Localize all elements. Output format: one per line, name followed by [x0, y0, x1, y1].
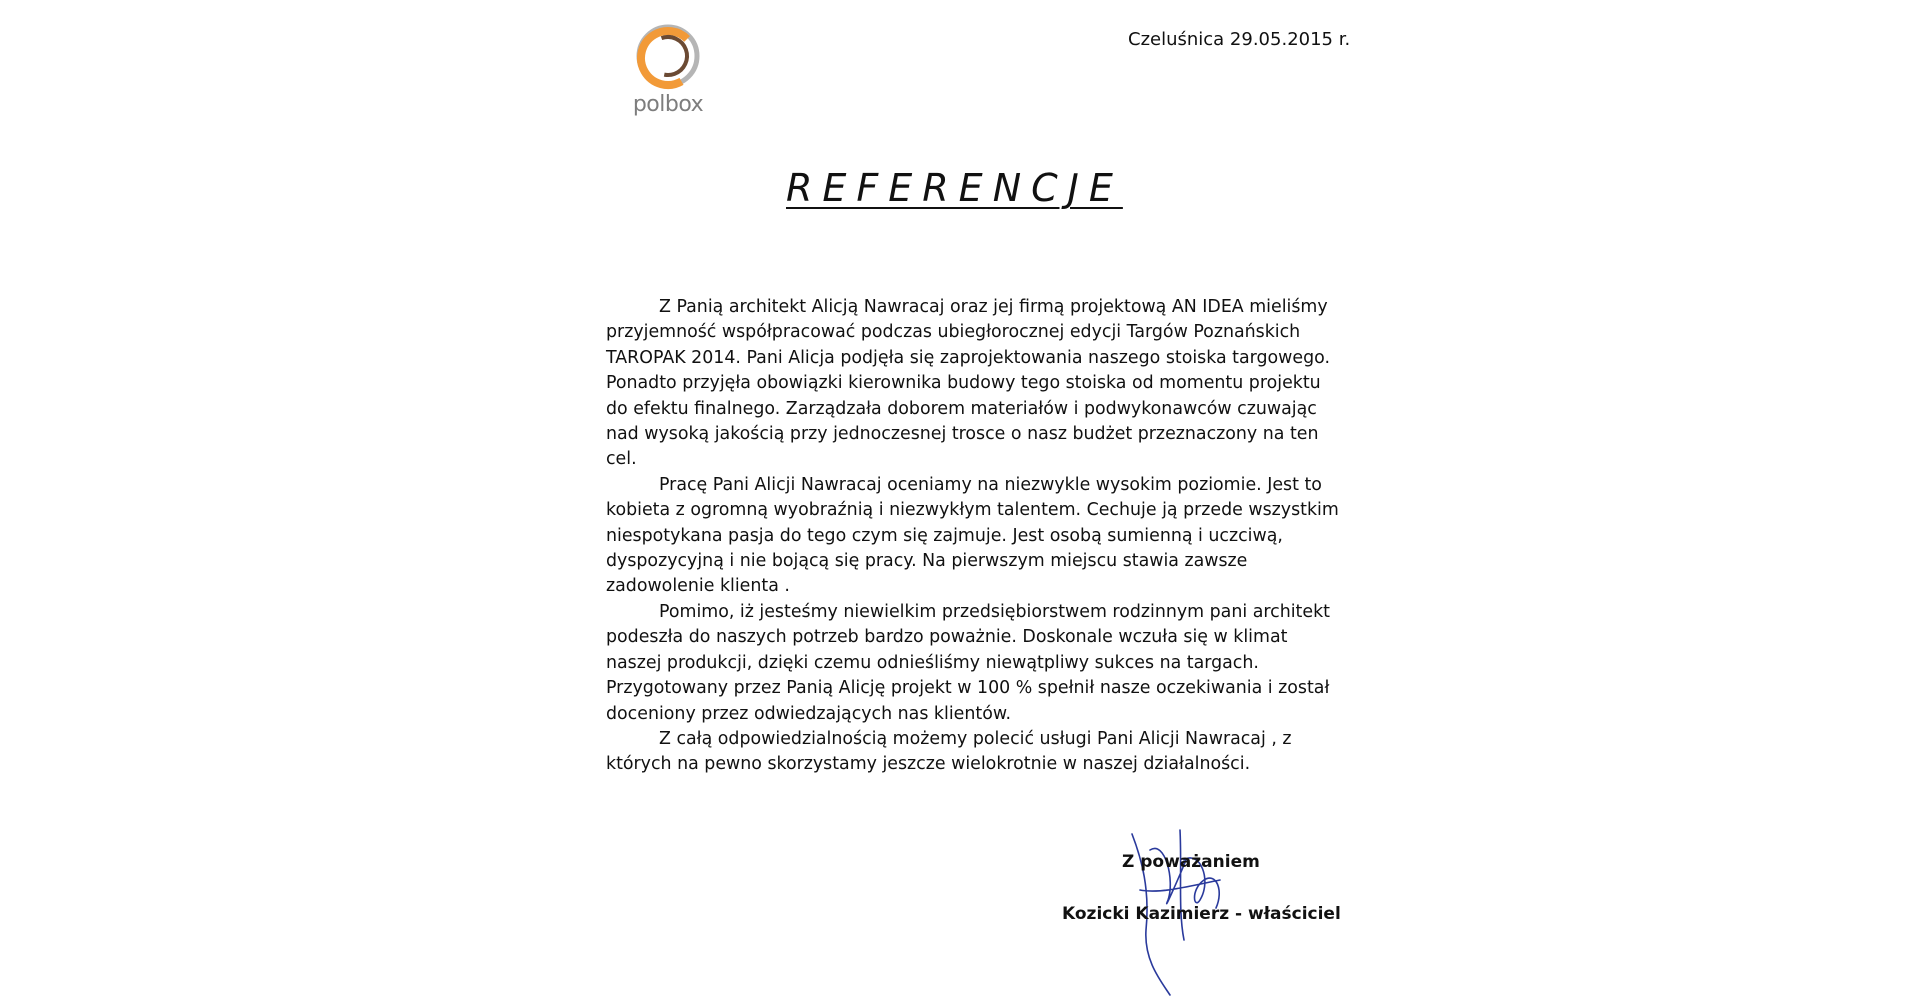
logo-ring-icon: [632, 20, 704, 92]
letter-date: Czeluśnica 29.05.2015 r.: [1128, 29, 1351, 50]
logo-wordmark: polbox: [632, 92, 704, 117]
letter-body: [606, 295, 1346, 778]
paragraph-2: Pracę Pani Alicji Nawracaj oceniamy na niezwykle wysokim poziomie. Jest to kobieta z ogromną wyobraźnią i niezwykłym talentem. Cechuje ją przede wszystkim niespotykana pasja do tego czym się zajmuje. Jest osobą sumienną i uczciwą, dyspozycyjną i nie bojącą się pracy. Na pierwszym miejscu stawia zawsze zadowolenie klienta .: [606, 474, 1339, 597]
company-logo: [628, 20, 708, 120]
paragraph-4: Z całą odpowiedzialnością możemy polecić usługi Pani Alicji Nawracaj , z których na pewno skorzystamy jeszcze wielokrotnie w naszej działalności.: [606, 728, 1292, 775]
closing-phrase: Z poważaniem: [1122, 852, 1260, 872]
document-title: REFERENCJE: [786, 166, 1123, 210]
signer-name: Kozicki Kazimierz - właściciel: [1062, 904, 1341, 924]
paragraph-1: Z Panią architekt Alicją Nawracaj oraz jej firmą projektową AN IDEA mieliśmy przyjemność współpracować podczas ubiegłorocznej edycji Targów Poznańskich TAROPAK 2014. Pani Alicja podjęła się zaprojektowania naszego stoiska targowego. Ponadto przyjęła obowiązki kierownika budowy tego stoiska od momentu projektu do efektu finalnego. Zarządzała doborem materiałów i podwykonawców czuwając nad wysoką jakością przy jednoczesnej trosce o nasz budżet przeznaczony na ten cel.: [606, 297, 1331, 470]
paragraph-3: Pomimo, iż jesteśmy niewielkim przedsiębiorstwem rodzinnym pani architekt podeszła do naszych potrzeb bardzo poważnie. Doskonale wczuła się w klimat naszej produkcji, dzięki czemu odnieśliśmy niewątpliwy sukces na targach. Przygotowany przez Panią Alicję projekt w 100 % spełnił nasze oczekiwania i został doceniony przez odwiedzających nas klientów.: [606, 601, 1330, 724]
